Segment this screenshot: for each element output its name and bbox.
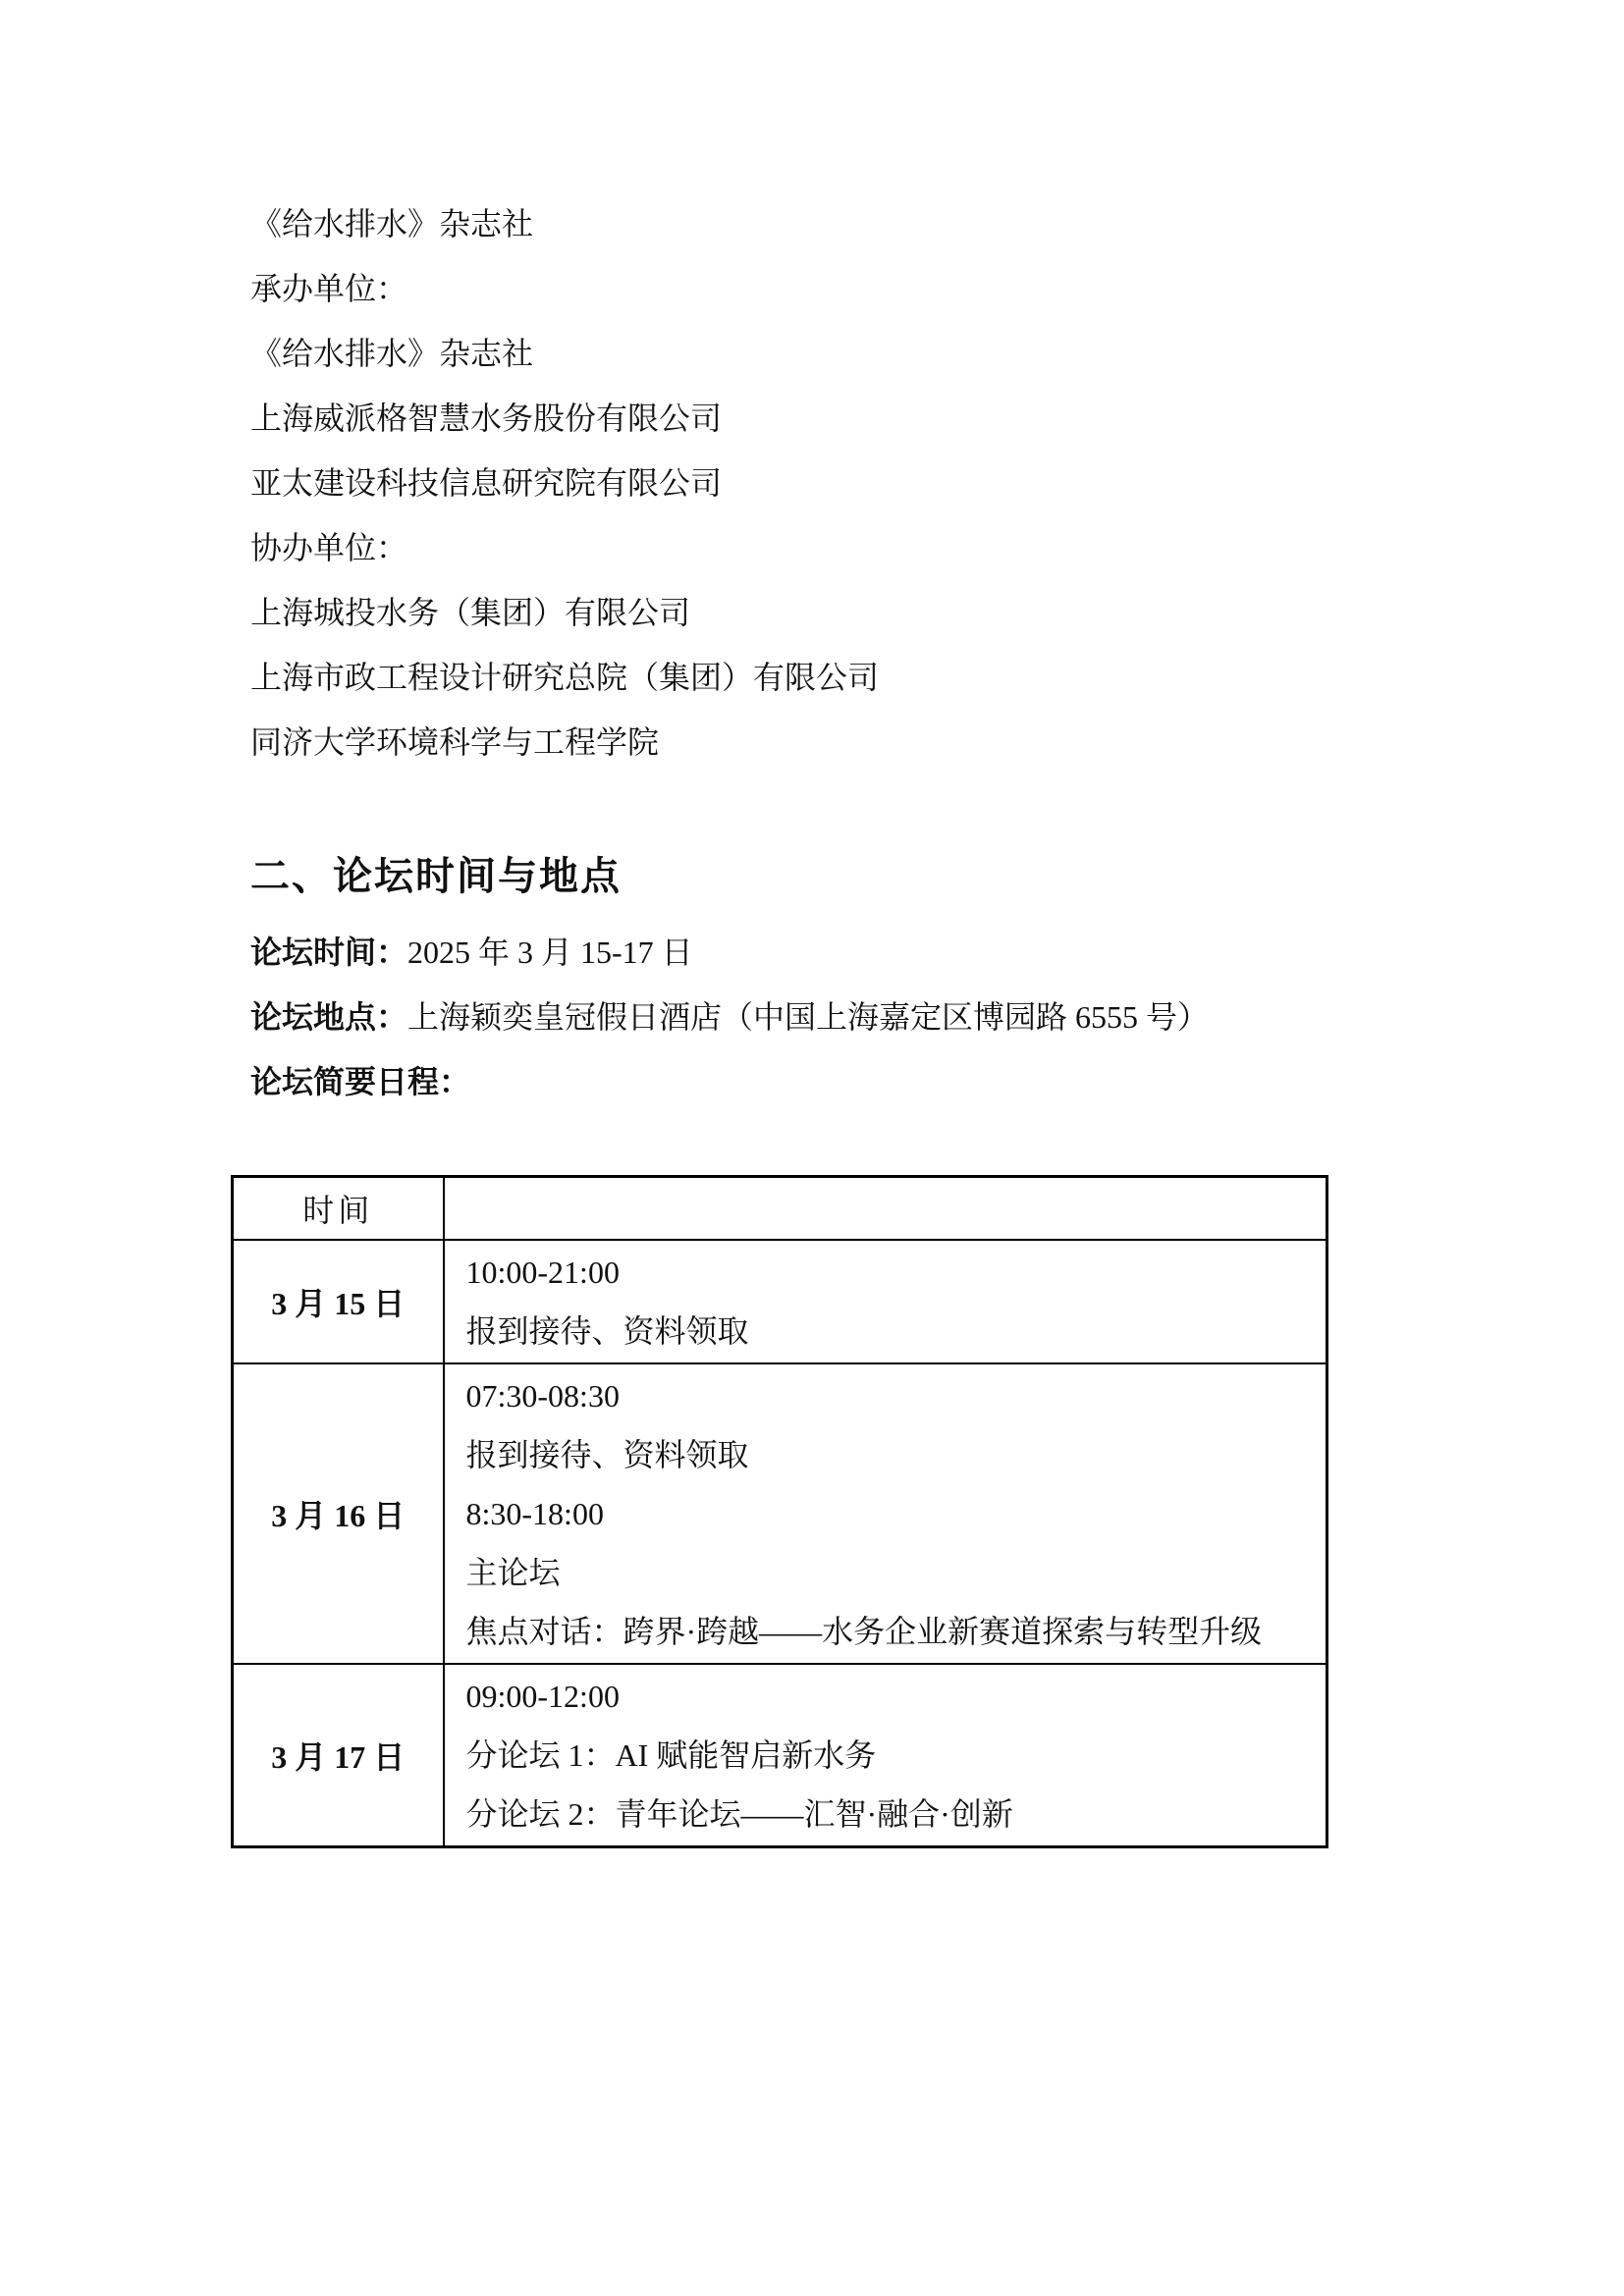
agenda-line: 报到接待、资料领取 [465, 1312, 749, 1349]
intro-line: 上海城投水务（集团）有限公司 [250, 595, 691, 630]
intro-line: 协办单位： [250, 530, 408, 565]
agenda-line: 07:30-08:30 [465, 1377, 620, 1414]
date-cell: 3 月 17 日 [233, 1664, 444, 1847]
forum-time-line [250, 920, 1209, 985]
header-cell-empty [444, 1177, 1327, 1240]
section-heading: 二、论坛时间与地点 [250, 854, 622, 898]
forum-venue-label: 论坛地点： [250, 999, 408, 1035]
agenda-line: 主论坛 [465, 1554, 561, 1590]
table-row [233, 1240, 1327, 1363]
schedule-table [231, 1175, 1328, 1848]
forum-agenda-line [250, 1049, 1209, 1114]
agenda-line: 报到接待、资料领取 [465, 1436, 749, 1472]
intro-line: 《给水排水》杂志社 [250, 206, 534, 241]
agenda-line: 8:30-18:00 [465, 1495, 604, 1531]
table-row [233, 1363, 1327, 1664]
forum-venue-line [250, 985, 1209, 1049]
agenda-cell [444, 1664, 1327, 1847]
agenda-line: 分论坛 2：青年论坛——汇智·融合·创新 [465, 1795, 1013, 1832]
organizer-list [250, 191, 879, 774]
intro-line: 《给水排水》杂志社 [250, 336, 534, 371]
agenda-cell [444, 1240, 1327, 1363]
agenda-line: 09:00-12:00 [465, 1678, 620, 1714]
header-cell-time: 时间 [233, 1177, 444, 1240]
intro-line: 亚太建设科技信息研究院有限公司 [250, 465, 723, 501]
intro-line: 同济大学环境科学与工程学院 [250, 724, 660, 760]
intro-line: 上海市政工程设计研究总院（集团）有限公司 [250, 660, 880, 695]
forum-agenda-label: 论坛简要日程： [250, 1064, 471, 1099]
intro-line: 承办单位： [250, 271, 408, 306]
agenda-line: 分论坛 1：AI 赋能智启新水务 [465, 1736, 877, 1773]
forum-time-value: 2025 年 3 月 15-17 日 [407, 934, 693, 970]
agenda-line: 焦点对话：跨界·跨越——水务企业新赛道探索与转型升级 [465, 1613, 1263, 1649]
table-row [233, 1664, 1327, 1847]
intro-line: 上海威派格智慧水务股份有限公司 [250, 400, 723, 436]
forum-meta [250, 920, 1209, 1114]
forum-venue-value: 上海颖奕皇冠假日酒店（中国上海嘉定区博园路 6555 号） [407, 999, 1210, 1035]
agenda-line: 10:00-21:00 [465, 1254, 620, 1290]
date-cell: 3 月 16 日 [233, 1363, 444, 1664]
forum-time-label: 论坛时间： [250, 934, 408, 970]
table-header-row [233, 1177, 1327, 1240]
date-cell: 3 月 15 日 [233, 1240, 444, 1363]
agenda-cell [444, 1363, 1327, 1664]
